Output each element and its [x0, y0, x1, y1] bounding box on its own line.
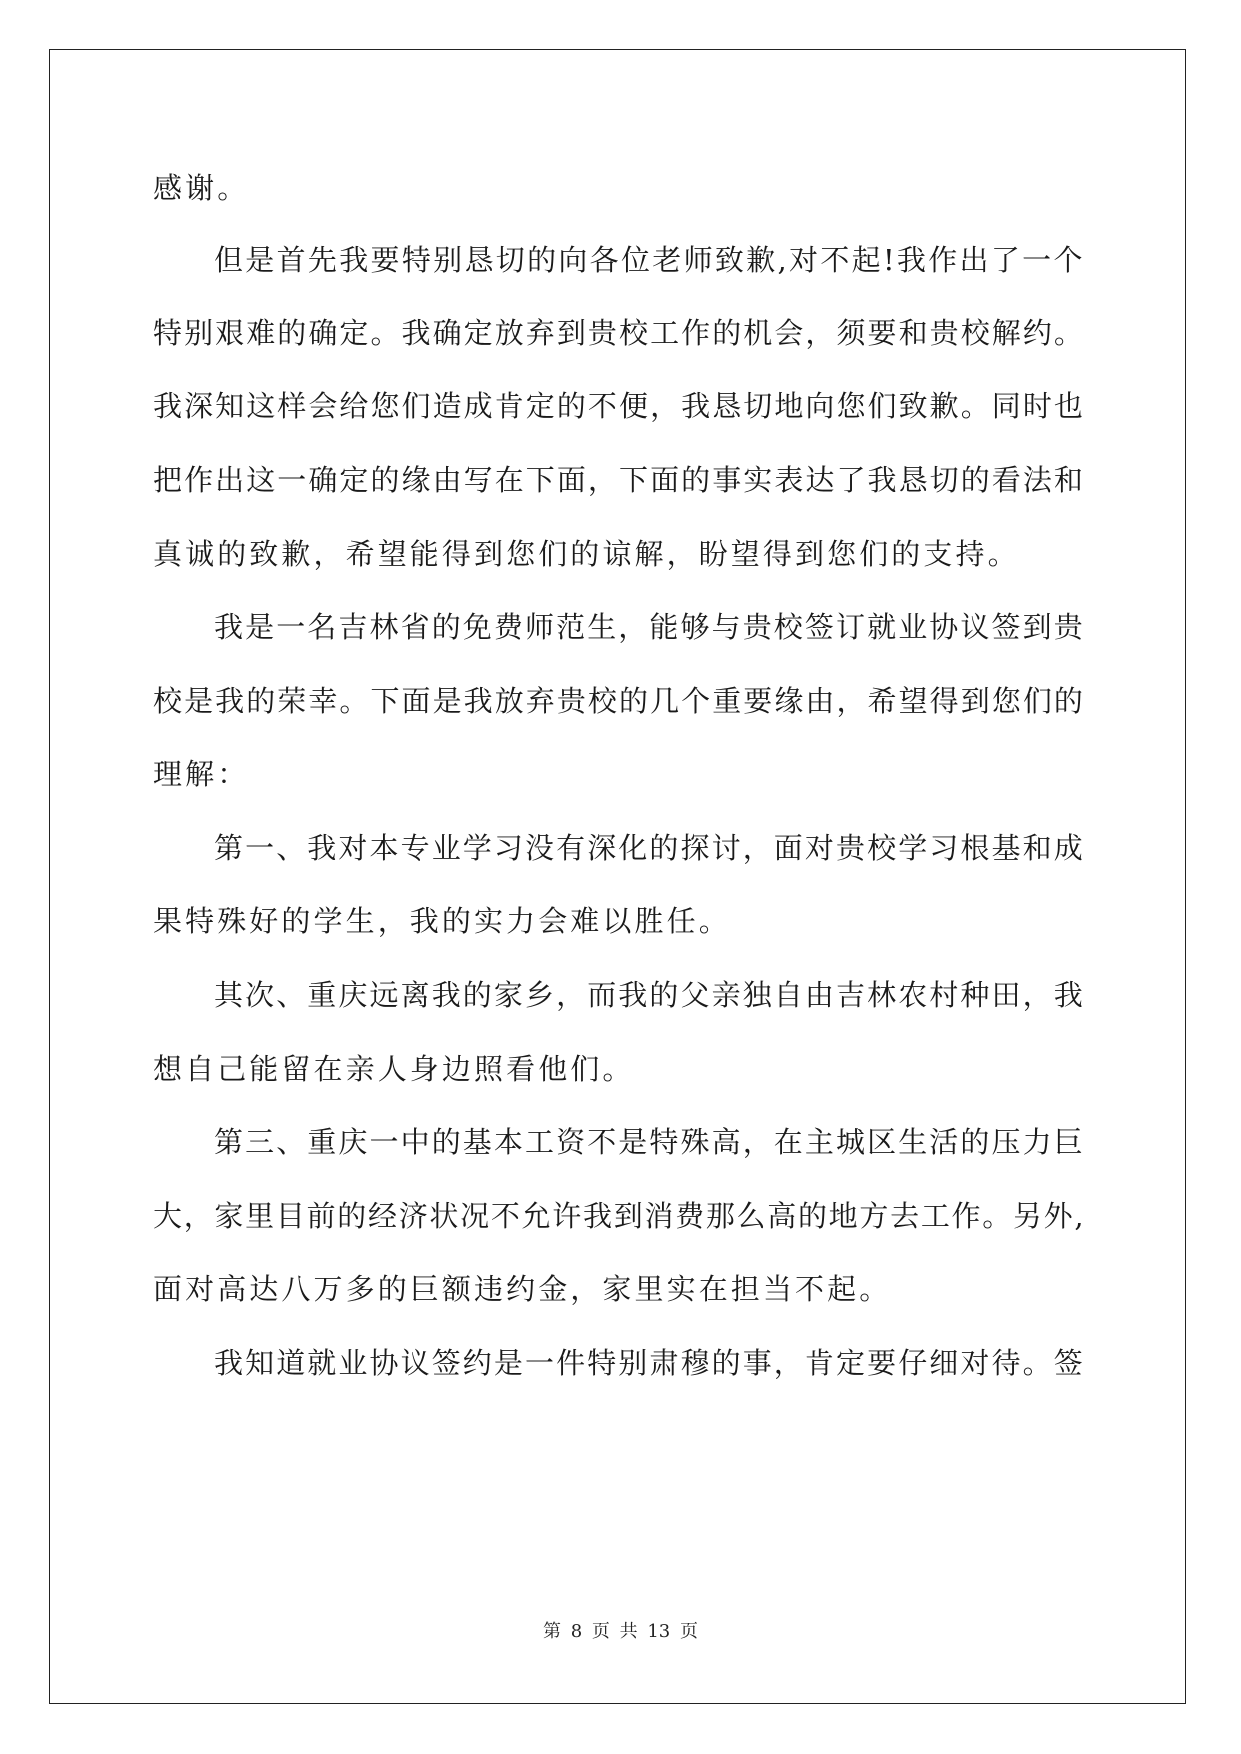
text-line: 感谢。 [153, 171, 250, 205]
text-line: 果特殊好的学生，我的实力会难以胜任。 [153, 904, 731, 938]
text-line: 大，家里目前的经济状况不允许我到消费那么高的地方去工作。另外, [153, 1199, 1086, 1233]
page-border [49, 49, 1186, 1704]
paragraph-start-line: 第三、重庆一中的基本工资不是特殊高，在主城区生活的压力巨 [214, 1125, 1085, 1159]
text-line: 真诚的致歉，希望能得到您们的谅解，盼望得到您们的支持。 [153, 537, 1020, 571]
text-line: 理解： [153, 757, 250, 791]
paragraph-start-line: 我是一名吉林省的免费师范生，能够与贵校签订就业协议签到贵 [214, 610, 1085, 644]
text-line: 我深知这样会给您们造成肯定的不便，我恳切地向您们致歉。同时也 [153, 389, 1086, 423]
paragraph-start-line: 其次、重庆远离我的家乡，而我的父亲独自由吉林农村种田，我 [214, 978, 1085, 1012]
page-number-footer: 第 8 页 共 13 页 [543, 1621, 698, 1642]
text-line: 想自己能留在亲人身边照看他们。 [153, 1052, 635, 1086]
paragraph-start-line: 但是首先我要特别恳切的向各位老师致歉,对不起!我作出了一个 [214, 243, 1085, 277]
text-line: 特别艰难的确定。我确定放弃到贵校工作的机会，须要和贵校解约。 [153, 316, 1086, 350]
paragraph-start-line: 我知道就业协议签约是一件特别肃穆的事，肯定要仔细对待。签 [214, 1346, 1085, 1380]
text-line: 校是我的荣幸。下面是我放弃贵校的几个重要缘由，希望得到您们的 [153, 684, 1086, 718]
text-line: 把作出这一确定的缘由写在下面，下面的事实表达了我恳切的看法和 [153, 463, 1086, 497]
paragraph-start-line: 第一、我对本专业学习没有深化的探讨，面对贵校学习根基和成 [214, 831, 1085, 865]
text-line: 面对高达八万多的巨额违约金，家里实在担当不起。 [153, 1272, 892, 1306]
